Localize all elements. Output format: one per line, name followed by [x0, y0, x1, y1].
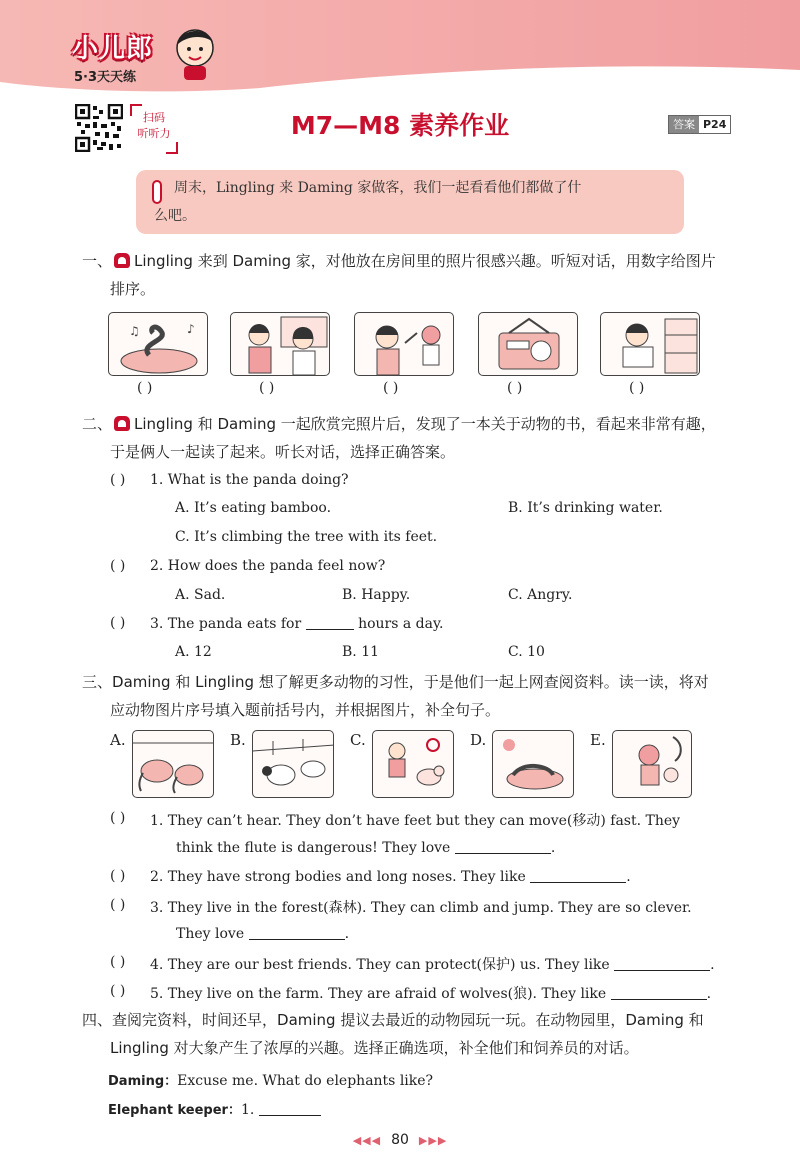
s3-q1-answer[interactable]: ( ) — [110, 810, 126, 826]
s2-q1-option-b: B. It’s drinking water. — [508, 500, 663, 516]
right-arrows-icon: ▶▶▶ — [418, 1134, 448, 1147]
page-number: 80 — [391, 1132, 409, 1148]
s2-q1-answer[interactable]: ( ) — [110, 472, 126, 488]
brand-name: 小儿郎 — [72, 34, 154, 64]
s3-q1-line-2-text: think the flute is dangerous! They love — [176, 840, 451, 856]
section-1-number: 一、 — [82, 252, 113, 270]
s3-q3-blank[interactable] — [249, 925, 345, 940]
s2-q3-answer[interactable]: ( ) — [110, 615, 126, 631]
section-3-instructions — [82, 668, 752, 724]
radio-icon — [479, 313, 578, 376]
picture-monkey — [612, 730, 692, 798]
intro-line-2: 么吧。 — [154, 208, 196, 224]
s2-q1-question: 1. What is the panda doing? — [150, 472, 349, 488]
picture-kids-photos — [230, 312, 330, 376]
s3-q3-line-2-text: They love — [176, 926, 245, 942]
picture-boy-monkey — [354, 312, 454, 376]
s3-q2-blank[interactable] — [530, 868, 626, 883]
monkey-icon — [613, 731, 692, 798]
s2-q3-text-pre: 3. The panda eats for — [150, 616, 302, 632]
dialogue-keeper — [108, 1099, 321, 1118]
snake-icon — [109, 313, 208, 376]
headphone-icon — [114, 416, 130, 431]
s3-q2-text: 2. They have strong bodies and long noses. They like — [150, 869, 526, 885]
s3-q5-blank[interactable] — [611, 985, 707, 1000]
daming-line: Excuse me. What do elephants like? — [177, 1073, 434, 1089]
s3-q5-line-1: 5. They live on the farm. They are afraid of wolves(狼). They like . — [150, 986, 712, 1002]
boy-monkey-icon — [355, 313, 454, 376]
s2-q2-answer[interactable]: ( ) — [110, 558, 126, 574]
headphone-icon — [114, 253, 130, 268]
brand-logo — [60, 22, 210, 92]
s2-q1-option-a: A. It’s eating bamboo. — [175, 500, 332, 516]
s3-q3-line-1: 3. They live in the forest(森林). They can climb and jump. They are so clever. — [150, 900, 692, 916]
s3-q1-line-2: think the flute is dangerous! They love . — [176, 840, 556, 856]
section-3-line-1: Daming 和 Lingling 想了解更多动物的习性，于是他们一起上网查阅资料。读一读，将对 — [112, 673, 709, 691]
s3-q4-answer[interactable]: ( ) — [110, 954, 126, 970]
s2-q3-option-c: C. 10 — [508, 644, 545, 660]
s3-q2-line-1: 2. They have strong bodies and long noses. They like . — [150, 869, 631, 885]
svg-text:♪: ♪ — [187, 322, 195, 336]
s3-q3-answer[interactable]: ( ) — [110, 897, 126, 913]
speaker-keeper: Elephant keeper： — [108, 1103, 241, 1118]
section-2-line-2: 于是俩人一起读了起来。听长对话，选择正确答案。 — [110, 443, 456, 461]
intro-line-1: 周末，Lingling 来 Daming 家做客，我们一起看看他们都做了什 — [174, 180, 582, 196]
s3-q1-line-1: 1. They can’t hear. They don’t have feet but they can move(移动) fast. They — [150, 813, 681, 829]
elephant-icon — [133, 731, 214, 798]
page-title: M7—M8 素养作业 — [290, 111, 510, 140]
answer-paren-5[interactable]: ( ) — [629, 380, 645, 396]
answer-paren-2[interactable]: ( ) — [259, 380, 275, 396]
section-3-line-2: 应动物图片序号填入题前括号内，并根据图片，补全句子。 — [110, 701, 501, 719]
s3-q4-line-1: 4. They are our best friends. They can protect(保护) us. They like . — [150, 957, 715, 973]
scan-line-1: 扫码 — [143, 111, 165, 124]
brand-tagline: 5·3天天练 — [74, 70, 137, 85]
s3-q3-line-2: They love . — [176, 926, 350, 942]
page-footer — [0, 1132, 800, 1148]
s2-q3-blank[interactable] — [306, 615, 354, 630]
answer-paren-4[interactable]: ( ) — [507, 380, 523, 396]
picture-snake-basket — [108, 312, 208, 376]
s3-q4-blank[interactable] — [614, 956, 710, 971]
picture-letter-c: C. — [350, 731, 366, 749]
keeper-blank[interactable] — [259, 1101, 321, 1116]
picture-letter-a: A. — [110, 731, 126, 749]
dog-icon — [373, 731, 454, 798]
picture-dog-kids — [372, 730, 454, 798]
picture-letter-b: B. — [230, 731, 246, 749]
section-4-line-2: Lingling 对大象产生了浓厚的兴趣。选择正确选项，补全他们和饲养员的对话。 — [110, 1039, 639, 1057]
section-1-instructions — [82, 247, 752, 303]
picture-sheep — [252, 730, 334, 798]
dialogue-daming — [108, 1070, 433, 1089]
s2-q2-option-c: C. Angry. — [508, 587, 573, 603]
picture-snake — [492, 730, 574, 798]
section-2-number: 二、 — [82, 415, 113, 433]
s3-q5-text: 5. They live on the farm. They are afraid of wolves(狼). They like — [150, 986, 607, 1002]
answer-paren-1[interactable]: ( ) — [137, 380, 153, 396]
picture-letter-d: D. — [470, 731, 487, 749]
s3-q4-text: 4. They are our best friends. They can protect(保护) us. They like — [150, 957, 610, 973]
picture-radio — [478, 312, 578, 376]
section-1-line-1: Lingling 来到 Daming 家，对他放在房间里的照片很感兴趣。听短对话，用数字给图片 — [134, 252, 716, 270]
answer-paren-3[interactable]: ( ) — [383, 380, 399, 396]
kids-icon — [231, 313, 330, 376]
section-4-line-1: 查阅完资料，时间还早，Daming 提议去最近的动物园玩一玩。在动物园里，Daming 和 — [112, 1011, 704, 1029]
s2-q3-text-post: hours a day. — [358, 616, 444, 632]
section-3-number: 三、 — [82, 673, 113, 691]
svg-text:♫: ♫ — [129, 324, 140, 338]
s2-q1-option-c: C. It’s climbing the tree with its feet. — [175, 529, 438, 545]
mascot-icon — [170, 22, 220, 82]
s2-q3-option-a: A. 12 — [175, 644, 212, 660]
intro-marker-icon — [152, 180, 162, 204]
intro-box — [136, 170, 684, 234]
boy-reading-icon — [601, 313, 700, 376]
sheep-icon — [253, 731, 334, 798]
picture-boy-reading — [600, 312, 700, 376]
section-4-instructions — [82, 1006, 752, 1062]
speaker-daming: Daming： — [108, 1074, 178, 1089]
section-1-line-2: 排序。 — [110, 280, 156, 298]
snake-icon — [493, 731, 574, 798]
section-2-instructions — [82, 410, 752, 466]
s2-q2-question: 2. How does the panda feel now? — [150, 558, 386, 574]
left-arrows-icon: ◀◀◀ — [352, 1134, 382, 1147]
picture-elephants — [132, 730, 214, 798]
answer-reference — [668, 115, 731, 134]
s3-q1-blank[interactable] — [455, 839, 551, 854]
section-2-line-1: Lingling 和 Daming 一起欣赏完照片后，发现了一本关于动物的书，看起来非常有趣， — [134, 415, 716, 433]
s3-q5-answer[interactable]: ( ) — [110, 983, 126, 999]
answer-label: 答案 — [669, 116, 699, 133]
section-4-number: 四、 — [82, 1011, 113, 1029]
scan-line-2: 听听力 — [137, 127, 171, 140]
s2-q2-option-b: B. Happy. — [342, 587, 411, 603]
picture-letter-e: E. — [590, 731, 606, 749]
s3-q2-answer[interactable]: ( ) — [110, 868, 126, 884]
keeper-line: 1. — [240, 1102, 255, 1118]
s2-q3-option-b: B. 11 — [342, 644, 380, 660]
s2-q2-option-a: A. Sad. — [175, 587, 226, 603]
answer-page: P24 — [699, 116, 730, 133]
s2-q3-question — [150, 615, 444, 632]
